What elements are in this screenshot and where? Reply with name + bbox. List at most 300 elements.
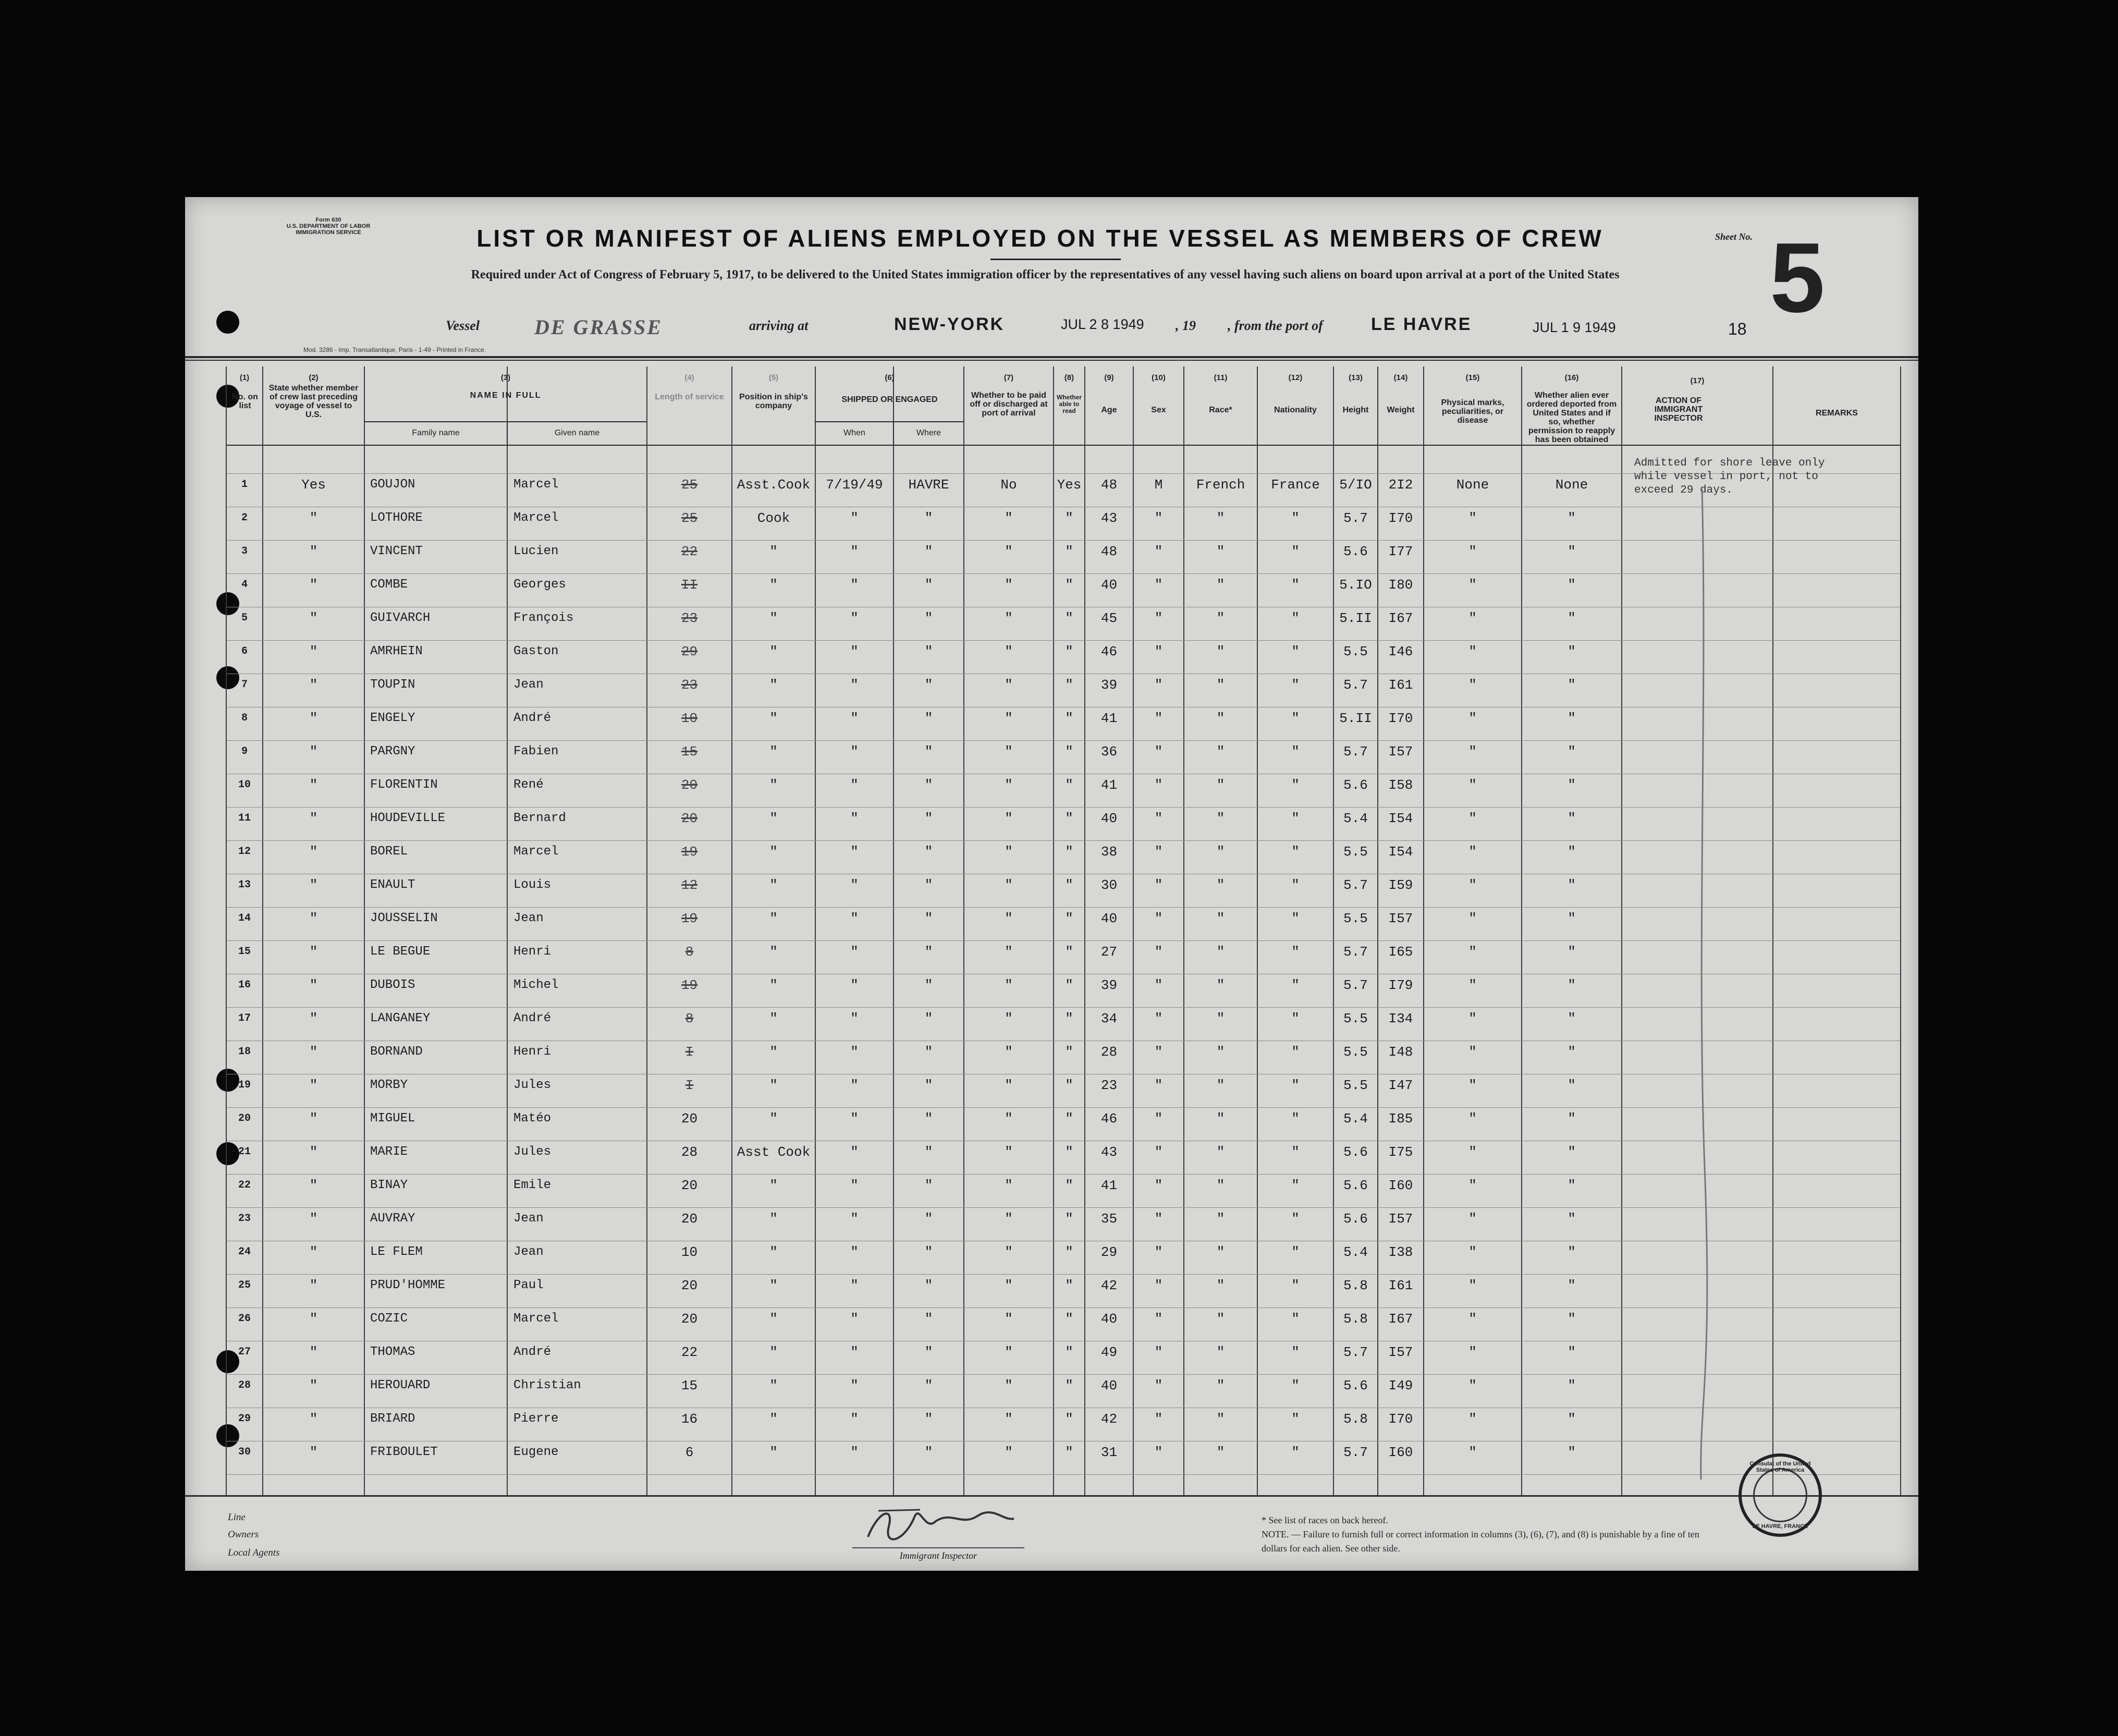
cell-where: "	[924, 1111, 933, 1127]
cell-sex: "	[1154, 1278, 1163, 1293]
cell-read: "	[1065, 1144, 1073, 1160]
cell-family: GUIVARCH	[370, 611, 431, 625]
cell-age: 46	[1100, 644, 1118, 659]
cell-service: 6	[685, 1445, 694, 1460]
cell-read: "	[1065, 1344, 1073, 1360]
cell-weight: I70	[1388, 711, 1413, 726]
cell-service: 16	[681, 1411, 698, 1427]
cell-no: 20	[238, 1112, 251, 1124]
col-17-header: ACTION OF IMMIGRANT INSPECTOR	[1654, 396, 1703, 423]
cell-marks: "	[1468, 711, 1477, 726]
cell-family: MORBY	[370, 1078, 408, 1092]
cell-family: COZIC	[370, 1312, 408, 1326]
cell-sex: "	[1154, 777, 1163, 793]
page-title: LIST OR MANIFEST OF ALIENS EMPLOYED ON THE VESSEL AS MEMBERS OF CREW	[476, 225, 1603, 252]
cell-prev: "	[309, 1344, 318, 1360]
cell-nationality: "	[1291, 1011, 1300, 1026]
cell-no: 17	[238, 1012, 251, 1024]
cell-age: 42	[1100, 1278, 1118, 1293]
cell-deported: "	[1568, 1144, 1576, 1160]
cell-family: HEROUARD	[370, 1378, 431, 1392]
cell-height: 5.8	[1343, 1278, 1368, 1293]
col-2-header: State whether member of crew last preceding voyage of vessel to U.S.	[268, 384, 359, 419]
cell-paid-off: "	[1005, 577, 1013, 593]
cell-paid-off: "	[1005, 1278, 1013, 1293]
cell-no: 22	[238, 1179, 251, 1191]
col-9-number: (9)	[1104, 373, 1114, 382]
cell-family: MIGUEL	[370, 1111, 415, 1126]
where-subheader: Where	[916, 429, 941, 437]
cell-prev: "	[309, 1445, 318, 1460]
row-divider	[227, 1007, 1900, 1008]
cell-where: "	[924, 977, 933, 993]
cell-height: 5.7	[1343, 877, 1368, 893]
name-subheader-rule	[364, 421, 646, 422]
cell-when: "	[850, 1011, 859, 1026]
cell-position: "	[769, 844, 778, 860]
vessel-name: DE GRASSE	[534, 315, 663, 339]
table-top-rule-2	[185, 360, 1918, 361]
cell-sex: "	[1154, 877, 1163, 893]
cell-paid-off: "	[1005, 744, 1013, 760]
cell-race: "	[1216, 1078, 1225, 1093]
inspector-pencil-line	[1686, 489, 1718, 1480]
cell-paid-off: "	[1005, 944, 1013, 960]
cell-when: "	[850, 1211, 859, 1227]
cell-given: Christian	[513, 1378, 581, 1392]
cell-when: "	[850, 1344, 859, 1360]
cell-read: "	[1065, 1011, 1073, 1026]
cell-no: 19	[238, 1079, 251, 1091]
cell-paid-off: "	[1005, 610, 1013, 626]
cell-family: FLORENTIN	[370, 778, 438, 792]
cell-paid-off: "	[1005, 1044, 1013, 1060]
table-top-rule	[185, 356, 1918, 358]
col-16-number: (16)	[1564, 373, 1579, 382]
sheet-label: Sheet No.	[1715, 231, 1753, 242]
cell-race: "	[1216, 1244, 1225, 1260]
cell-where: "	[924, 544, 933, 559]
cell-marks: "	[1468, 1178, 1477, 1193]
cell-sex: "	[1154, 911, 1163, 926]
cell-where: "	[924, 677, 933, 693]
cell-read: "	[1065, 977, 1073, 993]
cell-marks: "	[1468, 1311, 1477, 1327]
cell-nationality: "	[1291, 510, 1300, 526]
cell-prev: "	[309, 1078, 318, 1093]
col-12-number: (12)	[1288, 373, 1303, 382]
cell-prev: "	[309, 1278, 318, 1293]
cell-sex: "	[1154, 1144, 1163, 1160]
cell-where: "	[924, 744, 933, 760]
cell-no: 15	[238, 946, 251, 958]
cell-weight: I80	[1388, 577, 1413, 593]
col-7-number: (7)	[1003, 373, 1014, 382]
cell-service: II	[681, 577, 698, 593]
cell-nationality: "	[1291, 977, 1300, 993]
cell-position: "	[769, 1011, 778, 1026]
cell-sex: "	[1154, 677, 1163, 693]
local-agents-label: Local Agents	[228, 1547, 280, 1558]
cell-read: "	[1065, 1211, 1073, 1227]
cell-prev: "	[309, 510, 318, 526]
cell-marks: "	[1468, 1144, 1477, 1160]
col-5-header: Position in ship's company	[739, 393, 808, 410]
cell-position: "	[769, 1344, 778, 1360]
inspector-remark: Admitted for shore leave only while vessel in port, not to exceed 29 days.	[1634, 457, 1825, 496]
cell-marks: None	[1456, 477, 1489, 493]
cell-no: 27	[238, 1346, 251, 1358]
cell-weight: I67	[1388, 1311, 1413, 1327]
cell-where: "	[924, 1078, 933, 1093]
page-subtitle: Required under Act of Congress of February 5, 1917, to be delivered to the United States immigration officer by the representatives of any vessel having such aliens on board upon arrival at a port of the United States	[471, 268, 1620, 282]
arrival-date-stamp: JUL 2 8 1949	[1061, 316, 1144, 332]
cell-nationality: "	[1291, 677, 1300, 693]
cell-given: Jean	[513, 678, 544, 692]
cell-no: 10	[238, 779, 251, 791]
cell-prev: "	[309, 911, 318, 926]
cell-race: "	[1216, 544, 1225, 559]
cell-marks: "	[1468, 944, 1477, 960]
cell-age: 40	[1100, 811, 1118, 826]
cell-age: 30	[1100, 877, 1118, 893]
cell-family: VINCENT	[370, 544, 423, 558]
when-subheader: When	[843, 429, 865, 437]
cell-no: 3	[241, 545, 248, 557]
cell-position: "	[769, 644, 778, 659]
cell-when: "	[850, 677, 859, 693]
cell-prev: "	[309, 677, 318, 693]
cell-paid-off: "	[1005, 1344, 1013, 1360]
cell-weight: I38	[1388, 1244, 1413, 1260]
cell-where: "	[924, 1211, 933, 1227]
cell-position: "	[769, 1411, 778, 1427]
cell-height: 5.6	[1343, 544, 1368, 559]
cell-sex: "	[1154, 1344, 1163, 1360]
row-divider	[227, 573, 1900, 574]
cell-service: 25	[681, 477, 698, 493]
cell-marks: "	[1468, 510, 1477, 526]
row-divider	[227, 1374, 1900, 1375]
header-bottom-rule	[227, 445, 1900, 446]
cell-marks: "	[1468, 744, 1477, 760]
seal-text: Consulat of the United States of America	[1749, 1461, 1811, 1473]
departure-date-stamp: JUL 1 9 1949	[1533, 320, 1616, 335]
cell-family: AMRHEIN	[370, 644, 423, 658]
cell-deported: "	[1568, 877, 1576, 893]
cell-no: 26	[238, 1313, 251, 1325]
cell-read: "	[1065, 844, 1073, 860]
cell-given: Gaston	[513, 644, 559, 658]
cell-given: André	[513, 1345, 552, 1359]
cell-race: "	[1216, 1011, 1225, 1026]
cell-sex: M	[1154, 477, 1163, 493]
cell-position: "	[769, 1378, 778, 1393]
cell-race: "	[1216, 677, 1225, 693]
cell-given: Eugene	[513, 1445, 559, 1459]
given-name-subheader: Given name	[554, 429, 600, 437]
row-divider	[227, 1107, 1900, 1108]
cell-family: HOUDEVILLE	[370, 811, 446, 825]
cell-deported: "	[1568, 1211, 1576, 1227]
penalty-note: NOTE. — Failure to furnish full or correct information in columns (3), (6), (7), and (8) is punishable by a fine of ten dollars for each alien. See other side.	[1262, 1529, 1699, 1554]
cell-where: "	[924, 1011, 933, 1026]
cell-position: "	[769, 677, 778, 693]
row-divider	[227, 740, 1900, 741]
cell-position: "	[769, 1078, 778, 1093]
cell-family: LE BEGUE	[370, 945, 431, 959]
cell-race: "	[1216, 1411, 1225, 1427]
cell-paid-off: "	[1005, 1445, 1013, 1460]
cell-deported: "	[1568, 1344, 1576, 1360]
cell-height: 5.5	[1343, 644, 1368, 659]
cell-weight: I48	[1388, 1044, 1413, 1060]
cell-where: "	[924, 1244, 933, 1260]
cell-where: HAVRE	[908, 477, 949, 493]
cell-no: 14	[238, 912, 251, 924]
cell-service: 20	[681, 1178, 698, 1193]
cell-family: BINAY	[370, 1178, 408, 1192]
cell-weight: I57	[1388, 744, 1413, 760]
cell-family: LOTHORE	[370, 511, 423, 525]
cell-nationality: "	[1291, 1378, 1300, 1393]
cell-given: Marcel	[513, 845, 559, 859]
cell-age: 27	[1100, 944, 1118, 960]
cell-weight: I77	[1388, 544, 1413, 559]
cell-prev: "	[309, 1411, 318, 1427]
cell-read: "	[1065, 1311, 1073, 1327]
cell-service: 20	[681, 777, 698, 793]
cell-sex: "	[1154, 1011, 1163, 1026]
cell-no: 11	[238, 812, 251, 824]
cell-no: 21	[238, 1146, 251, 1158]
col-10-header: Sex	[1151, 406, 1166, 414]
cell-given: Jean	[513, 1245, 544, 1259]
col-17-number: (17)	[1690, 376, 1705, 385]
department-name: U.S. DEPARTMENT OF LABOR	[286, 223, 371, 229]
cell-no: 2	[241, 512, 248, 524]
cell-service: 20	[681, 811, 698, 826]
cell-position: "	[769, 911, 778, 926]
cell-marks: "	[1468, 677, 1477, 693]
cell-position: "	[769, 577, 778, 593]
cell-position: "	[769, 1111, 778, 1127]
cell-prev: "	[309, 944, 318, 960]
cell-position: "	[769, 610, 778, 626]
cell-marks: "	[1468, 644, 1477, 659]
cell-paid-off: "	[1005, 977, 1013, 993]
cell-no: 1	[241, 479, 248, 491]
cell-nationality: "	[1291, 1078, 1300, 1093]
cell-service: 8	[685, 944, 694, 960]
cell-marks: "	[1468, 1211, 1477, 1227]
cell-position: "	[769, 1311, 778, 1327]
sheet-number: 5	[1770, 223, 1825, 333]
cell-marks: "	[1468, 877, 1477, 893]
col-11-header: Race*	[1209, 406, 1232, 414]
cell-given: Marcel	[513, 511, 559, 525]
cell-sex: "	[1154, 644, 1163, 659]
cell-service: 8	[685, 1011, 694, 1026]
cell-race: "	[1216, 1344, 1225, 1360]
cell-weight: I79	[1388, 977, 1413, 993]
row-divider	[227, 1274, 1900, 1275]
cell-when: "	[850, 811, 859, 826]
cell-family: PRUD'HOMME	[370, 1278, 446, 1292]
cell-where: "	[924, 1344, 933, 1360]
cell-marks: "	[1468, 1078, 1477, 1093]
cell-weight: I34	[1388, 1011, 1413, 1026]
cell-paid-off: "	[1005, 544, 1013, 559]
cell-marks: "	[1468, 1011, 1477, 1026]
seal-bottom-text: LE HAVRE, FRANCE	[1752, 1523, 1808, 1530]
cell-sex: "	[1154, 1244, 1163, 1260]
cell-prev: "	[309, 1111, 318, 1127]
cell-deported: "	[1568, 544, 1576, 559]
cell-deported: "	[1568, 1445, 1576, 1460]
cell-read: "	[1065, 1445, 1073, 1460]
cell-position: "	[769, 811, 778, 826]
cell-prev: "	[309, 1011, 318, 1026]
cell-deported: "	[1568, 1244, 1576, 1260]
cell-no: 23	[238, 1213, 251, 1225]
cell-height: 5.7	[1343, 677, 1368, 693]
cell-position: "	[769, 1278, 778, 1293]
cell-marks: "	[1468, 610, 1477, 626]
cell-given: Jules	[513, 1078, 552, 1092]
cell-age: 34	[1100, 1011, 1118, 1026]
cell-prev: "	[309, 744, 318, 760]
cell-service: 23	[681, 677, 698, 693]
cell-race: "	[1216, 510, 1225, 526]
cell-age: 42	[1100, 1411, 1118, 1427]
cell-position: "	[769, 1211, 778, 1227]
cell-given: André	[513, 1011, 552, 1025]
cell-where: "	[924, 844, 933, 860]
cell-when: "	[850, 1111, 859, 1127]
cell-service: 20	[681, 1211, 698, 1227]
cell-where: "	[924, 1411, 933, 1427]
cell-race: "	[1216, 1144, 1225, 1160]
cell-nationality: "	[1291, 1445, 1300, 1460]
cell-marks: "	[1468, 811, 1477, 826]
cell-position: "	[769, 1044, 778, 1060]
row-divider	[227, 840, 1900, 841]
cell-sex: "	[1154, 1178, 1163, 1193]
cell-when: "	[850, 1278, 859, 1293]
cell-prev: "	[309, 1144, 318, 1160]
cell-position: "	[769, 944, 778, 960]
cell-deported: None	[1555, 477, 1588, 493]
col-3-header: NAME IN FULL	[470, 391, 542, 400]
cell-given: Henri	[513, 1045, 552, 1059]
cell-paid-off: "	[1005, 1244, 1013, 1260]
cell-nationality: "	[1291, 877, 1300, 893]
cell-read: "	[1065, 610, 1073, 626]
cell-family: JOUSSELIN	[370, 911, 438, 925]
cell-sex: "	[1154, 977, 1163, 993]
cell-nationality: "	[1291, 1344, 1300, 1360]
cell-service: 19	[681, 977, 698, 993]
col-8-header: Whether able to read	[1057, 394, 1082, 414]
cell-age: 36	[1100, 744, 1118, 760]
cell-paid-off: "	[1005, 844, 1013, 860]
cell-nationality: "	[1291, 1044, 1300, 1060]
cell-race: "	[1216, 944, 1225, 960]
cell-family: PARGNY	[370, 744, 415, 759]
cell-no: 25	[238, 1279, 251, 1291]
cell-height: 5.6	[1343, 777, 1368, 793]
cell-where: "	[924, 1144, 933, 1160]
cell-given: Paul	[513, 1278, 544, 1292]
col-7-header: Whether to be paid off or discharged at port of arrival	[970, 391, 1048, 418]
cell-no: 12	[238, 846, 251, 858]
line-label: Line	[228, 1512, 246, 1523]
manifest-sheet	[185, 197, 1918, 1571]
cell-prev: "	[309, 711, 318, 726]
cell-paid-off: "	[1005, 877, 1013, 893]
cell-position: Asst Cook	[737, 1144, 811, 1160]
cell-nationality: "	[1291, 744, 1300, 760]
form-number: Form 630	[315, 217, 341, 223]
cell-when: "	[850, 1244, 859, 1260]
cell-when: "	[850, 877, 859, 893]
cell-service: 12	[681, 877, 698, 893]
cell-when: "	[850, 544, 859, 559]
cell-read: "	[1065, 544, 1073, 559]
cell-read: "	[1065, 911, 1073, 926]
cell-weight: I57	[1388, 1211, 1413, 1227]
cell-prev: "	[309, 877, 318, 893]
cell-nationality: "	[1291, 711, 1300, 726]
cell-sex: "	[1154, 1411, 1163, 1427]
cell-paid-off: "	[1005, 1411, 1013, 1427]
cell-race: "	[1216, 1111, 1225, 1127]
cell-service: 22	[681, 544, 698, 559]
row-divider	[227, 1474, 1900, 1475]
cell-height: 5.7	[1343, 944, 1368, 960]
cell-sex: "	[1154, 510, 1163, 526]
cell-no: 8	[241, 712, 248, 724]
cell-read: "	[1065, 577, 1073, 593]
cell-when: "	[850, 1144, 859, 1160]
cell-service: 15	[681, 744, 698, 760]
cell-height: 5/IO	[1339, 477, 1372, 493]
cell-height: 5.5	[1343, 1011, 1368, 1026]
cell-no: 5	[241, 612, 248, 624]
cell-race: "	[1216, 844, 1225, 860]
cell-age: 40	[1100, 1378, 1118, 1393]
cell-read: "	[1065, 777, 1073, 793]
cell-where: "	[924, 577, 933, 593]
cell-family: ENGELY	[370, 711, 415, 725]
cell-position: "	[769, 1244, 778, 1260]
cell-where: "	[924, 1044, 933, 1060]
cell-sex: "	[1154, 711, 1163, 726]
shipped-subheader-rule	[815, 421, 963, 422]
cell-nationality: "	[1291, 1144, 1300, 1160]
cell-when: "	[850, 711, 859, 726]
cell-service: 20	[681, 1278, 698, 1293]
cell-no: 7	[241, 679, 248, 691]
cell-sex: "	[1154, 844, 1163, 860]
cell-prev: "	[309, 1044, 318, 1060]
cell-position: "	[769, 777, 778, 793]
cell-when: "	[850, 844, 859, 860]
cell-nationality: "	[1291, 577, 1300, 593]
page-count: 18	[1728, 320, 1747, 338]
row-divider	[227, 540, 1900, 541]
